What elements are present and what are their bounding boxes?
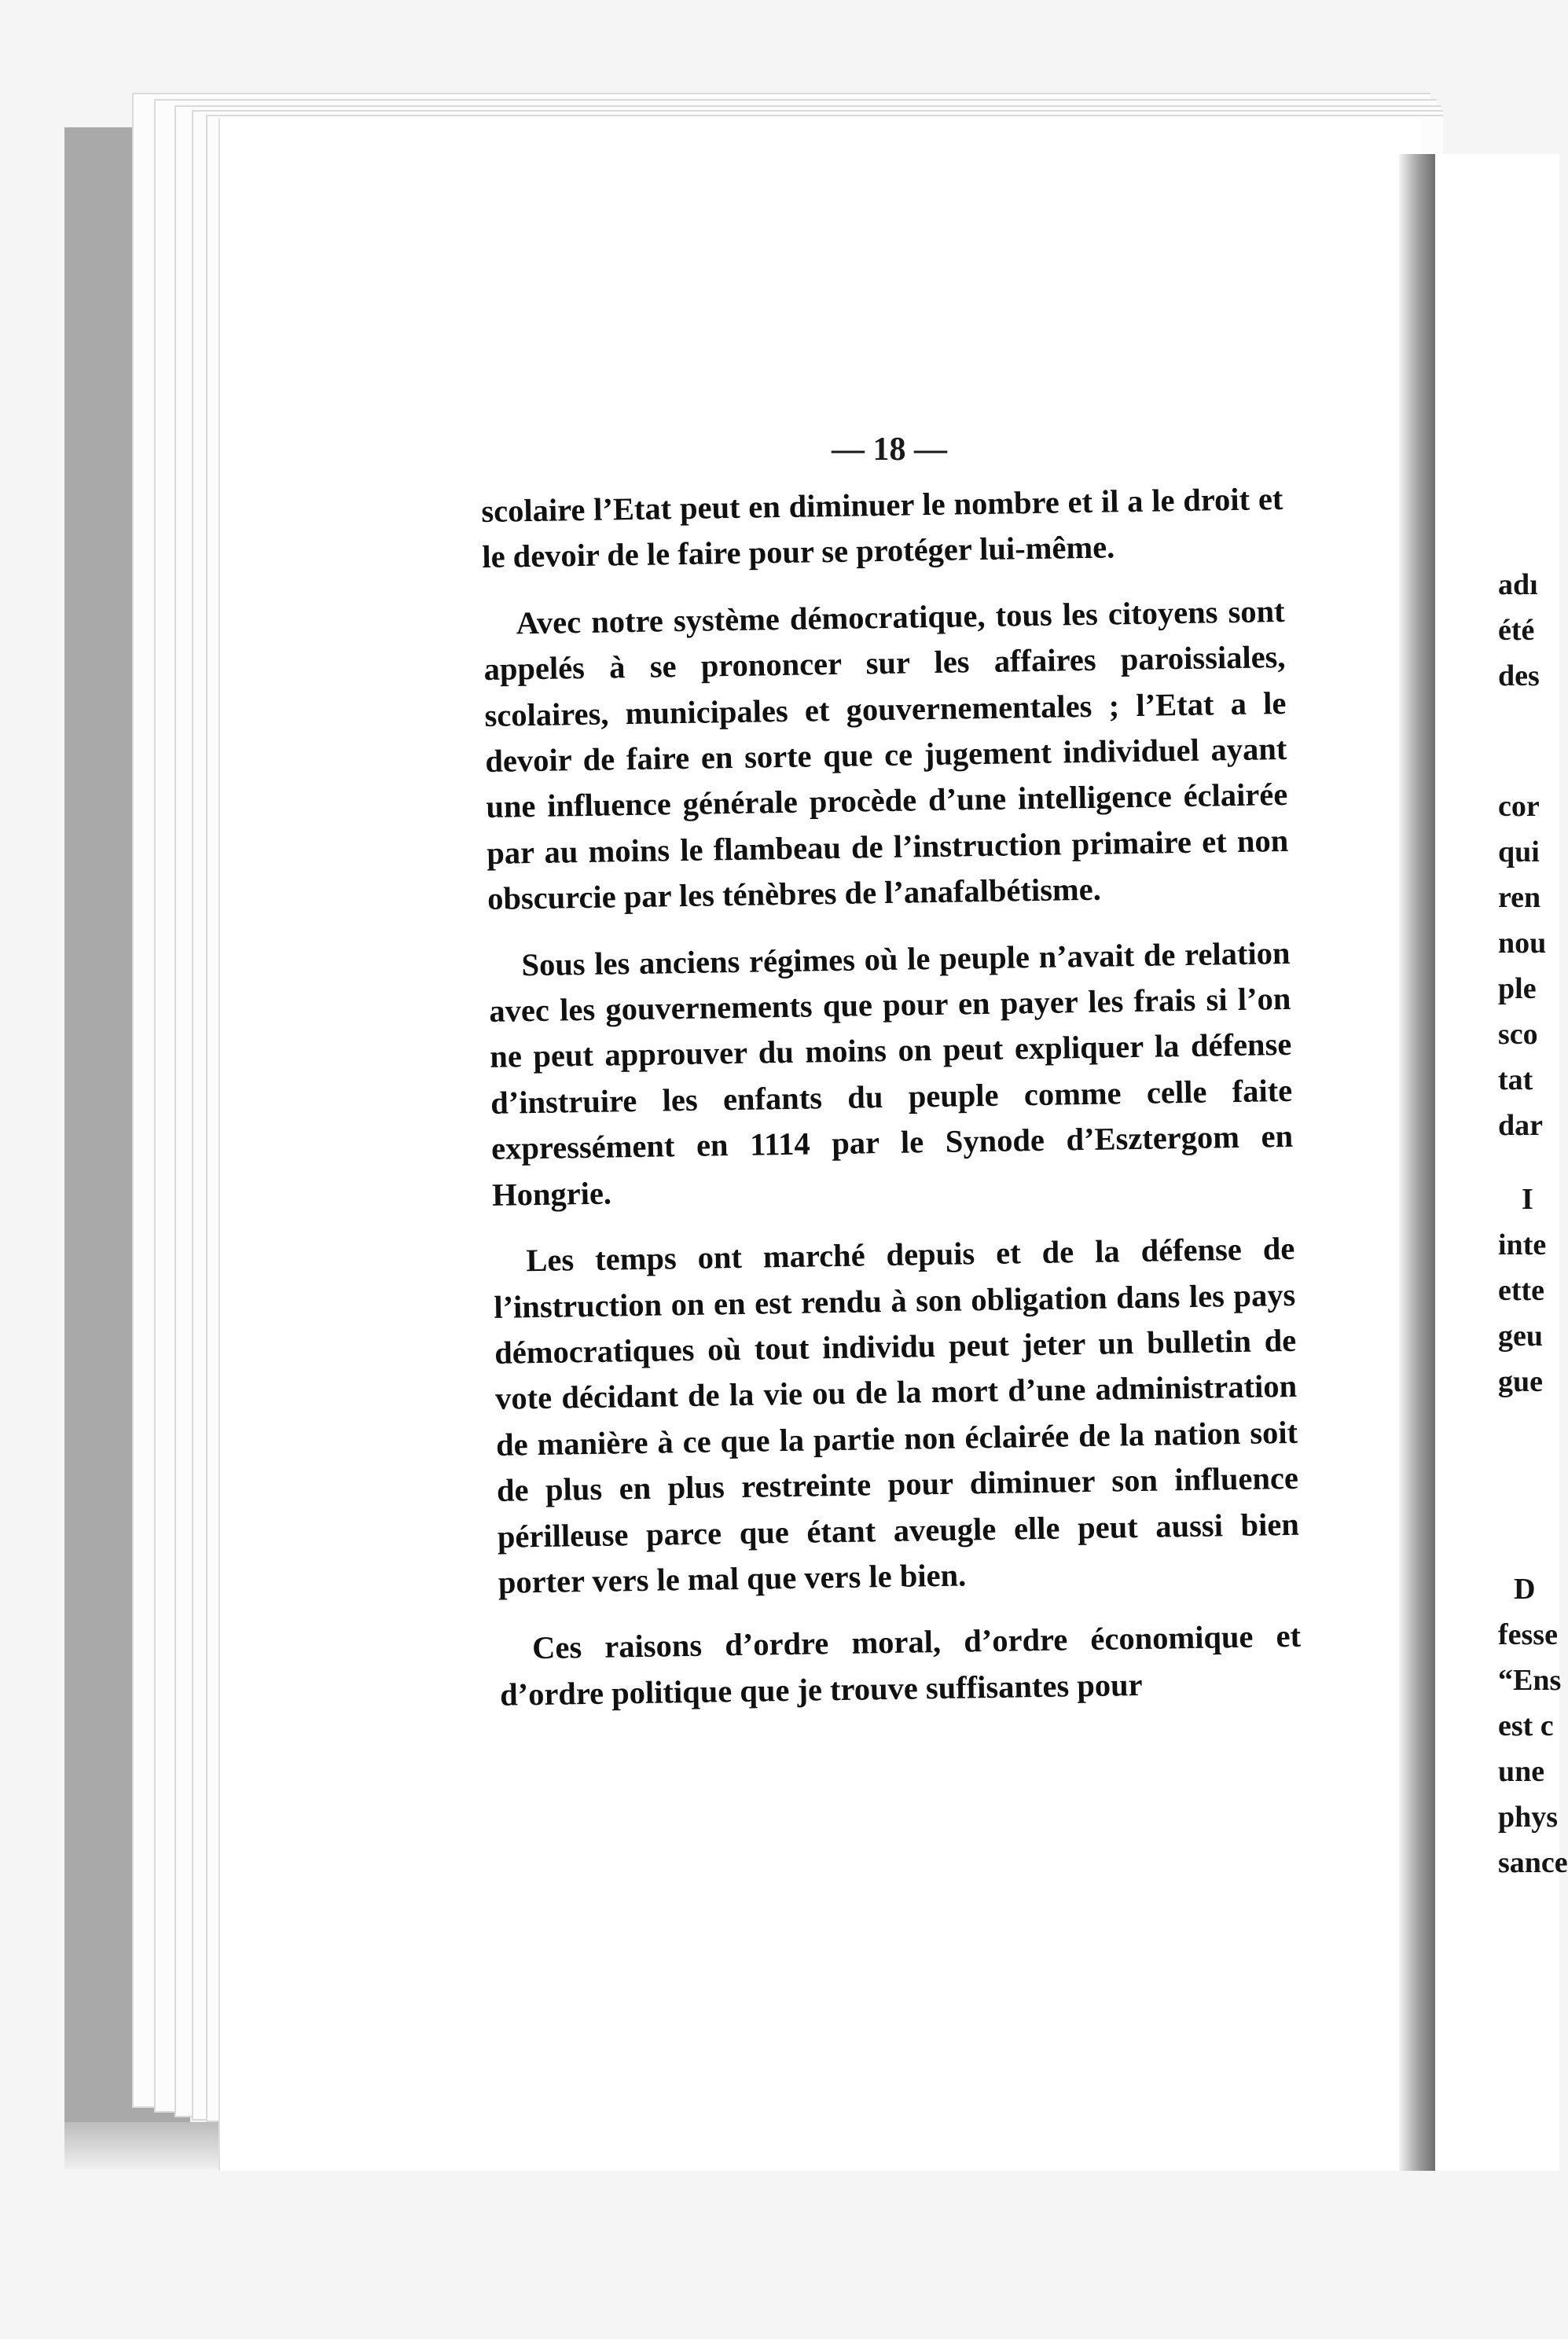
facing-fragment: qui (1498, 835, 1540, 868)
facing-fragment: ple (1498, 972, 1537, 1005)
facing-fragment: geu (1498, 1320, 1543, 1353)
facing-fragment: tat (1498, 1063, 1533, 1096)
paragraph: Sous les anciens régimes où le peuple n’avait de relation avec les gouvernements que pour en payer les frais si l’on ne peut approuver du moins on peut expliquer la défense d’instruire les enfants du peuple comme celle faite expressément en 1114 par le Synode d’Esztergom en Hongrie. (489, 934, 1294, 1213)
facing-fragment: I (1522, 1183, 1533, 1216)
facing-fragment: inte (1498, 1228, 1547, 1261)
paragraph: Ces raisons d’ordre moral, d’ordre économique et d’ordre politique que je trouve suffisantes pour (499, 1618, 1302, 1713)
paragraph: Les temps ont marché depuis et de la défense de l’instruction on en est rendu à son obligation dans les pays démocratiques où tout individu peut jeter un bulletin de vote décidant de la vie ou de la mort d’une administration de manière à ce que la partie non éclairée de la nation soit de plus en plus restreinte pour diminuer son influence périlleuse parce que étant aveugle elle peut aussi bien porter vers le mal que vers le bien. (493, 1230, 1300, 1600)
facing-fragment: fesse (1498, 1618, 1558, 1651)
facing-fragment: été (1498, 614, 1535, 647)
facing-fragment: dar (1498, 1109, 1543, 1142)
facing-fragment: cor (1498, 790, 1540, 823)
facing-fragment: gue (1498, 1365, 1543, 1398)
facing-fragment: nou (1498, 927, 1547, 960)
facing-fragment: est c (1498, 1709, 1554, 1742)
paragraph: Avec notre système démocratique, tous les citoyens sont appelés à se prononcer sur les affaires paroissiales, scolaires, municipales et gouvernementales ; l’Etat a le devoir de faire en sorte que ce jugement individuel ayant une influence générale procède d’une intelligence éclairée par au moins le flambeau de l’instruction primaire et non obscurcie par les ténèbres de l’anafalbétisme. (483, 593, 1289, 917)
facing-page-text (1498, 0, 1568, 2339)
facing-fragment: une (1498, 1755, 1545, 1788)
paragraph: scolaire l’Etat peut en diminuer le nombre et il a le droit et le devoir de le faire pour se protéger lui-même. (481, 480, 1283, 575)
facing-fragment: ette (1498, 1274, 1545, 1307)
facing-fragment: adı (1498, 568, 1538, 601)
book-gutter (1399, 154, 1435, 2171)
facing-fragment: ren (1498, 881, 1541, 914)
page-body (481, 476, 1302, 1739)
facing-fragment: sance (1498, 1846, 1568, 1879)
facing-fragment: D (1514, 1573, 1536, 1606)
facing-fragment: “Ens (1498, 1664, 1562, 1697)
facing-fragment: sco (1498, 1018, 1538, 1051)
facing-fragment: des (1498, 659, 1540, 692)
facing-fragment: phys (1498, 1801, 1559, 1834)
page-number: — 18 — (832, 431, 947, 468)
